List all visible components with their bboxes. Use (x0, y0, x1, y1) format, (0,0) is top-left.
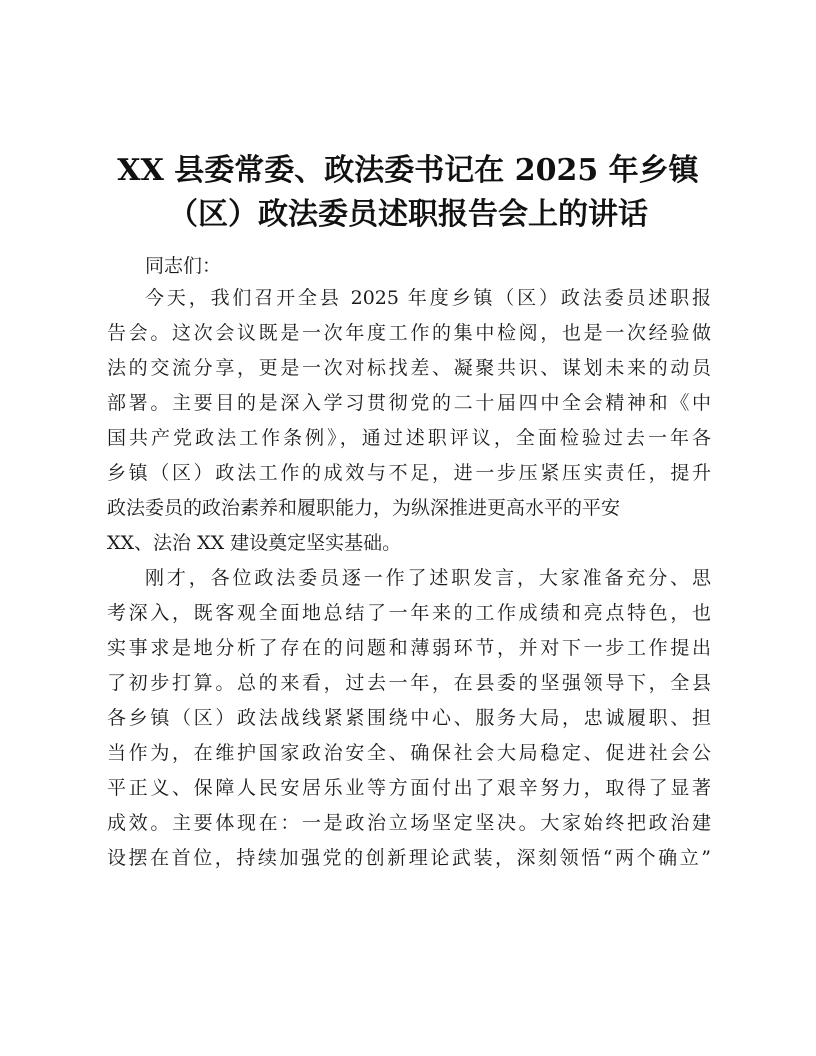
paragraph-1-line: 法的交流分享，更是一次对标找差、凝聚共识、谋划未来的动员 (107, 357, 711, 379)
document-title-line-2: （区）政法委员述职报告会上的讲话 (168, 197, 648, 232)
paragraph-1-line: 国共产党政法工作条例》，通过述职评议，全面检验过去一年各 (107, 427, 711, 449)
paragraph-1-line: 政法委员的政治素养和履职能力，为纵深推进更高水平的平安 (107, 497, 621, 519)
paragraph-2-line: 实事求是地分析了存在的问题和薄弱环节，并对下一步工作提出 (107, 637, 711, 659)
salutation: 同志们： (145, 255, 222, 277)
paragraph-2-line: 当作为，在维护国家政治安全、确保社会大局稳定、促进社会公 (107, 742, 711, 764)
paragraph-1-line: 告会。这次会议既是一次年度工作的集中检阅，也是一次经验做 (107, 322, 711, 344)
paragraph-2-line: 考深入，既客观全面地总结了一年来的工作成绩和亮点特色，也 (107, 602, 711, 624)
document-title-line-1: XX 县委常委、政法委书记在 2025 年乡镇 (117, 153, 699, 188)
paragraph-1-line: 今天，我们召开全县 2025 年度乡镇（区）政法委员述职报 (145, 287, 711, 309)
paragraph-2-line: 设摆在首位，持续加强党的创新理论武装，深刻领悟“两个确立” (107, 847, 711, 869)
paragraph-2-line: 各乡镇（区）政法战线紧紧围绕中心、服务大局，忠诚履职、担 (107, 707, 711, 729)
paragraph-1-line: 乡镇（区）政法工作的成效与不足，进一步压紧压实责任，提升 (107, 462, 711, 484)
paragraph-2-line: 了初步打算。总的来看，过去一年，在县委的坚强领导下，全县 (107, 672, 711, 694)
paragraph-2-line: 平正义、保障人民安居乐业等方面付出了艰辛努力，取得了显著 (107, 777, 711, 799)
paragraph-2-line: 刚才，各位政法委员逐一作了述职发言，大家准备充分、思 (145, 567, 711, 589)
paragraph-2-line: 成效。主要体现在：一是政治立场坚定坚决。大家始终把政治建 (107, 812, 711, 834)
paragraph-1-line: 部署。主要目的是深入学习贯彻党的二十届四中全会精神和《中 (107, 392, 711, 414)
paragraph-1-line: XX、法治 XX 建设奠定坚实基础。 (107, 532, 402, 554)
